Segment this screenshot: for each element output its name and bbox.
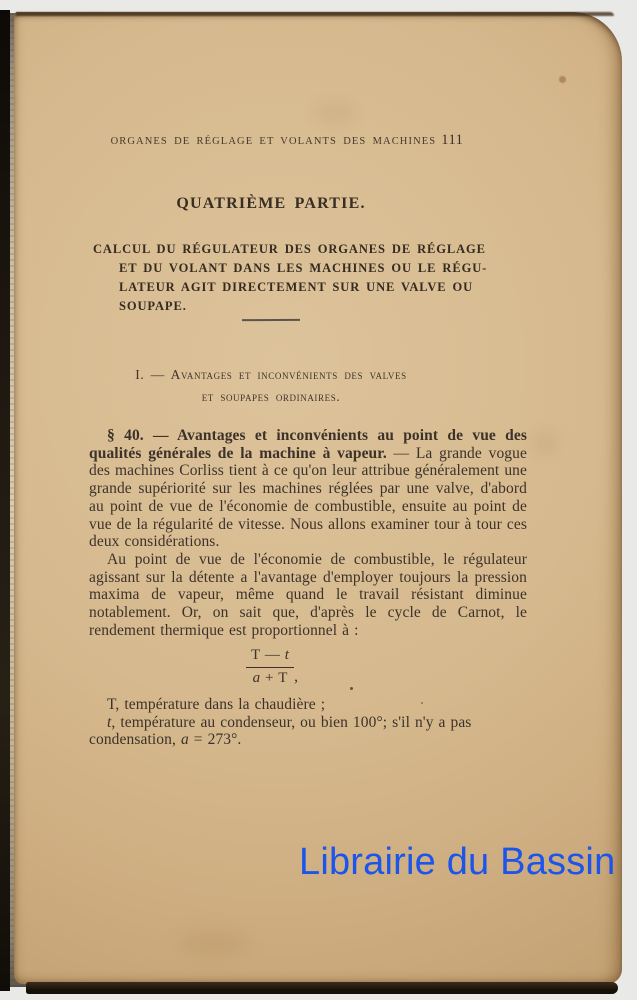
body-text-column [89, 427, 527, 749]
paper-stain [314, 100, 356, 126]
definition-T [89, 696, 527, 714]
fraction [246, 647, 294, 687]
chapter-heading-line: LATEUR AGIT DIRECTEMENT SUR UNE VALVE OU [119, 280, 474, 294]
paragraph-40-rest: — La grande vogue des machines Corliss tient à ce qu'on leur attribue généralement une grande supériorité sur les machines réglées par une valve, d'abord au point de vue de l'économie de combustible, ensuite au point de vue de la régularité de vitesse. Nous allons examiner tour à tour ces deux considérations. [89, 444, 527, 551]
definition-t-text: , température au condenseur, ou bien 100°; s'il n'y a pas condensation, [89, 713, 472, 749]
book-page [14, 12, 622, 984]
var-t: t [284, 647, 290, 664]
section-heading-line1: I. — Avantages et inconvénients des valves [135, 367, 407, 382]
page-top-deckle-edge [16, 12, 614, 16]
var-a: a [252, 669, 261, 686]
running-header [92, 132, 482, 149]
bookseller-watermark: Librairie du Bassin [299, 841, 616, 883]
paragraph-40 [89, 427, 527, 551]
part-title: QUATRIÈME PARTIE. [176, 195, 366, 212]
paper-stain [532, 430, 558, 456]
var-t: t [107, 713, 112, 731]
book-bottom-page-block [26, 982, 618, 994]
fraction-numerator [246, 647, 294, 666]
chapter-heading [93, 240, 488, 316]
var-T: T [107, 695, 116, 713]
chapter-heading-line: SOUPAPE. [119, 299, 187, 313]
paragraph-40-lead: § 40. — Avantages et inconvénients au point de vue des qualités générales de la machine à vapeur. [89, 427, 527, 462]
foxing-spot [559, 76, 566, 83]
var-T: T [250, 647, 260, 664]
running-header-text: ORGANES DE RÉGLAGE ET VOLANTS DES MACHINES [110, 136, 437, 147]
book-cover-edge [0, 10, 10, 991]
plus-sign: + [265, 669, 274, 686]
section-heading-line2: et soupapes ordinaires. [201, 388, 341, 404]
fraction-denominator [246, 667, 294, 687]
definition-t [89, 714, 527, 749]
formula-comma: , [294, 668, 299, 686]
chapter-heading-line: CALCUL DU RÉGULATEUR DES ORGANES DE RÉGLAGE [93, 242, 486, 256]
paragraph-economy: Au point de vue de l'économie de combustible, le régulateur agissant sur la détente a l'avantage d'employer toujours la pression maxima de vapeur, même quand le travail résistant diminue notablement. Or, on sait que, d'après le cycle de Carnot, le rendement thermique est proportionnel à : [89, 550, 527, 639]
var-T: T [278, 669, 288, 686]
minus-sign: — [264, 647, 280, 664]
carnot-efficiency-formula [89, 647, 455, 687]
chapter-heading-line: ET DU VOLANT DANS LES MACHINES OU LE RÉGU- [119, 261, 488, 275]
section-divider [76, 319, 466, 321]
page-number: 111 [441, 132, 464, 148]
definition-T-text: , température dans la chaudière ; [115, 695, 326, 713]
definition-a-value: = 273°. [188, 731, 242, 749]
divider-rule [242, 319, 300, 321]
var-a: a [180, 731, 189, 749]
section-heading [76, 364, 466, 407]
